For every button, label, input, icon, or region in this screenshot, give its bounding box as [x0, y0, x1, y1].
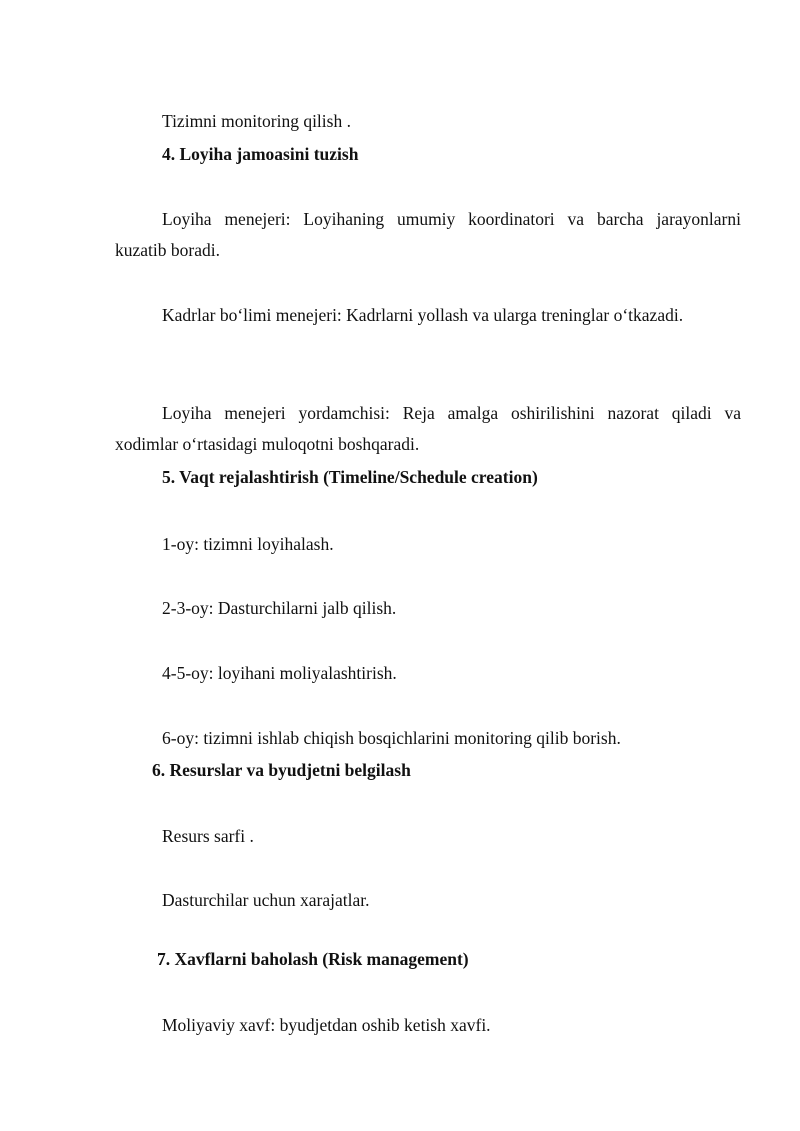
paragraph-assistant-manager: [115, 398, 741, 460]
schedule-item-4: 6-oy: tizimni ishlab chiqish bosqichlarini monitoring qilib borish.: [162, 728, 621, 748]
paragraph-line: Loyiha menejeri: Loyihaning umumiy koordinatori va barcha jarayonlarni: [162, 209, 741, 229]
resource-item-1: Resurs sarfi .: [162, 826, 254, 846]
section-heading-7: 7. Xavflarni baholash (Risk management): [157, 949, 469, 969]
schedule-item-2: 2-3-oy: Dasturchilarni jalb qilish.: [162, 598, 397, 618]
paragraph-line: xodimlar o‘rtasidagi muloqotni boshqaradi.: [115, 434, 420, 454]
resource-item-2: Dasturchilar uchun xarajatlar.: [162, 890, 370, 910]
hr-manager-line: Kadrlar bo‘limi menejeri: Kadrlarni yollash va ularga treninglar o‘tkazadi.: [162, 305, 684, 325]
schedule-item-3: 4-5-oy: loyihani moliyalashtirish.: [162, 663, 397, 683]
schedule-item-1: 1-oy: tizimni loyihalash.: [162, 534, 334, 554]
section-heading-6: 6. Resurslar va byudjetni belgilash: [152, 760, 411, 780]
paragraph-line: kuzatib boradi.: [115, 240, 220, 260]
risk-item-1: Moliyaviy xavf: byudjetdan oshib ketish xavfi.: [162, 1015, 491, 1035]
section-heading-4: 4. Loyiha jamoasini tuzish: [162, 144, 359, 164]
section-heading-5: 5. Vaqt rejalashtirish (Timeline/Schedule creation): [162, 467, 538, 487]
paragraph-line: Loyiha menejeri yordamchisi: Reja amalga oshirilishini nazorat qiladi va: [162, 403, 741, 423]
paragraph-project-manager: [115, 204, 741, 266]
monitoring-line: Tizimni monitoring qilish .: [162, 111, 351, 131]
